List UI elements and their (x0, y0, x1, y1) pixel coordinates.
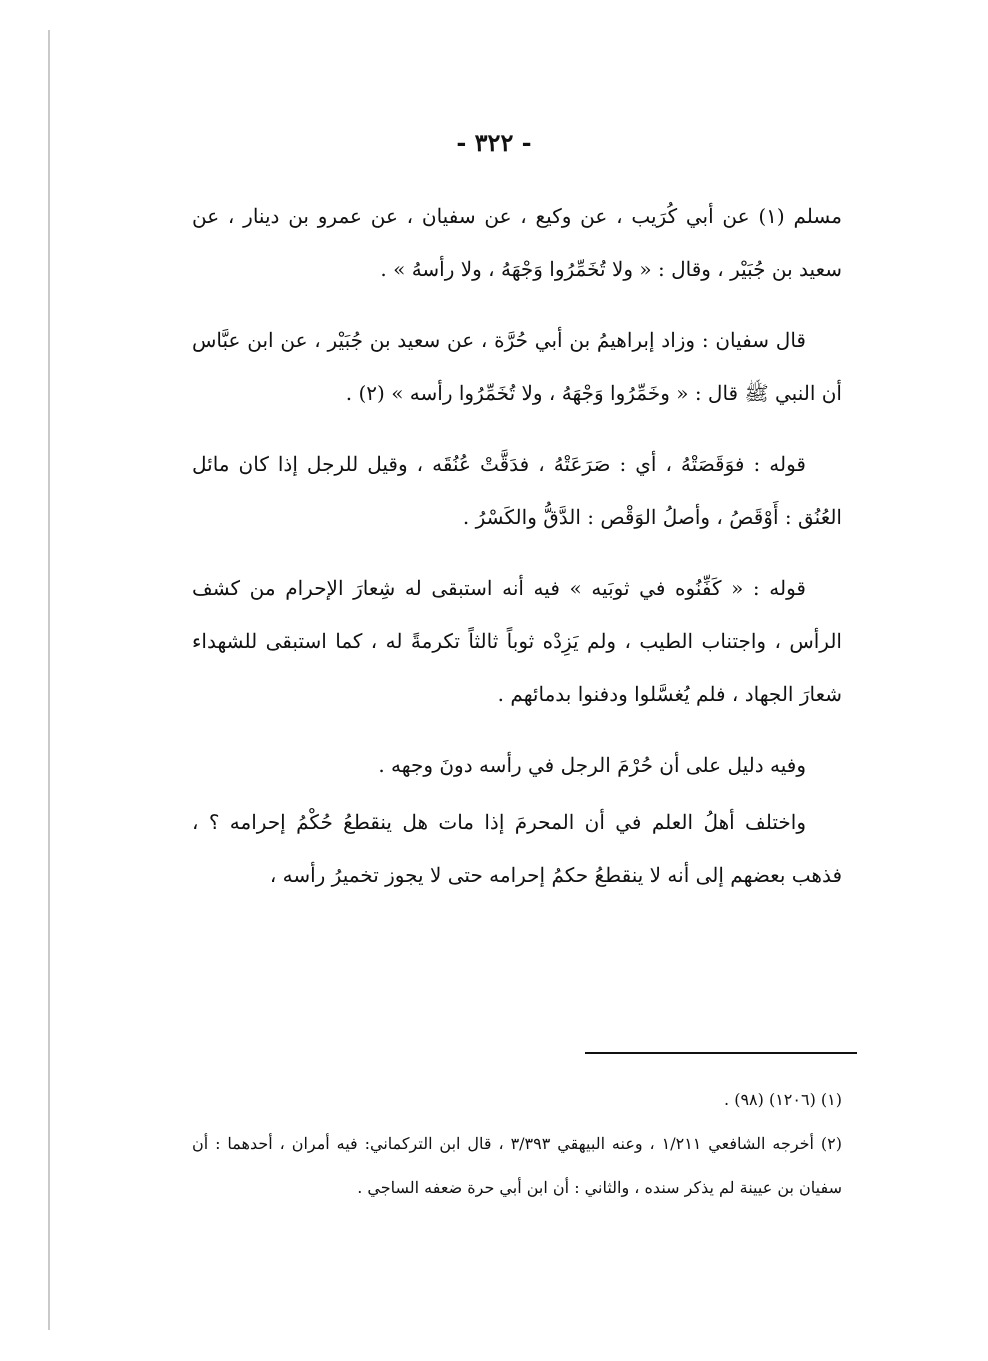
footnote-1: (١) (١٢٠٦) (٩٨) . (724, 1090, 842, 1109)
paragraph-4: قوله : « كَفِّنُوه في ثوبَيه » فيه أنه استبقى له شِعارَ الإحرام من كشف الرأس ، واجتناب الطيب ، ولم يَزِدْه ثوباً ثالثاً تكرمةً له ، كما استبقى للشهداء شعارَ الجهاد ، فلم يُغسَّلوا ودفنوا بدمائهم . (192, 576, 842, 706)
main-text (192, 190, 842, 920)
page-number: - ٣٢٢ - (456, 128, 532, 157)
footnote-2: (٢) أخرجه الشافعي ١/٢١١ ، وعنه البيهقي ٣/٣٩٣ ، قال ابن التركماني: فيه أمران ، أحدهما : أن سفيان بن عيينة لم يذكر سنده ، والثاني : أن ابن أبي حرة ضعفه الساجي . (192, 1134, 843, 1197)
footnote-separator (585, 1052, 857, 1054)
footnotes (192, 1078, 842, 1210)
paragraph-1: مسلم (١) عن أبي كُرَيب ، عن وكيع ، عن سفيان ، عن عمرو بن دينار ، عن سعيد بن جُبَيْر ، وقال : « ولا تُخَمِّرُوا وَجْهَهُ ، ولا رأسهُ » . (192, 204, 842, 281)
paragraph-3: قوله : فوَقَصَتْهُ ، أي : صَرَعَتْهُ ، فدَقَّتْ عُنُقَه ، وقيل للرجل إذا كان مائل العُنُق : أَوْقَصُ ، وأصلُ الوَقْص : الدَّقُّ والكَسْرُ . (192, 452, 842, 529)
paragraph-6: واختلف أهلُ العلم في أن المحرمَ إذا مات هل ينقطعُ حُكْمُ إحرامه ؟ ، فذهب بعضهم إلى أنه لا ينقطعُ حكمُ إحرامه حتى لا يجوز تخميرُ رأسه ، (192, 810, 842, 887)
paragraph-5: وفيه دليل على أن حُرْمَ الرجل في رأسه دونَ وجهه . (378, 753, 806, 777)
paragraph-2: قال سفيان : وزاد إبراهيمُ بن أبي حُرَّة ، عن سعيد بن جُبَيْر ، عن ابن عبَّاس أن النبي ﷺ قال : « وخَمِّرُوا وَجْهَهُ ، ولا تُخَمِّرُوا رأسه » (٢) . (192, 328, 842, 405)
page-binding-edge (48, 30, 50, 1330)
